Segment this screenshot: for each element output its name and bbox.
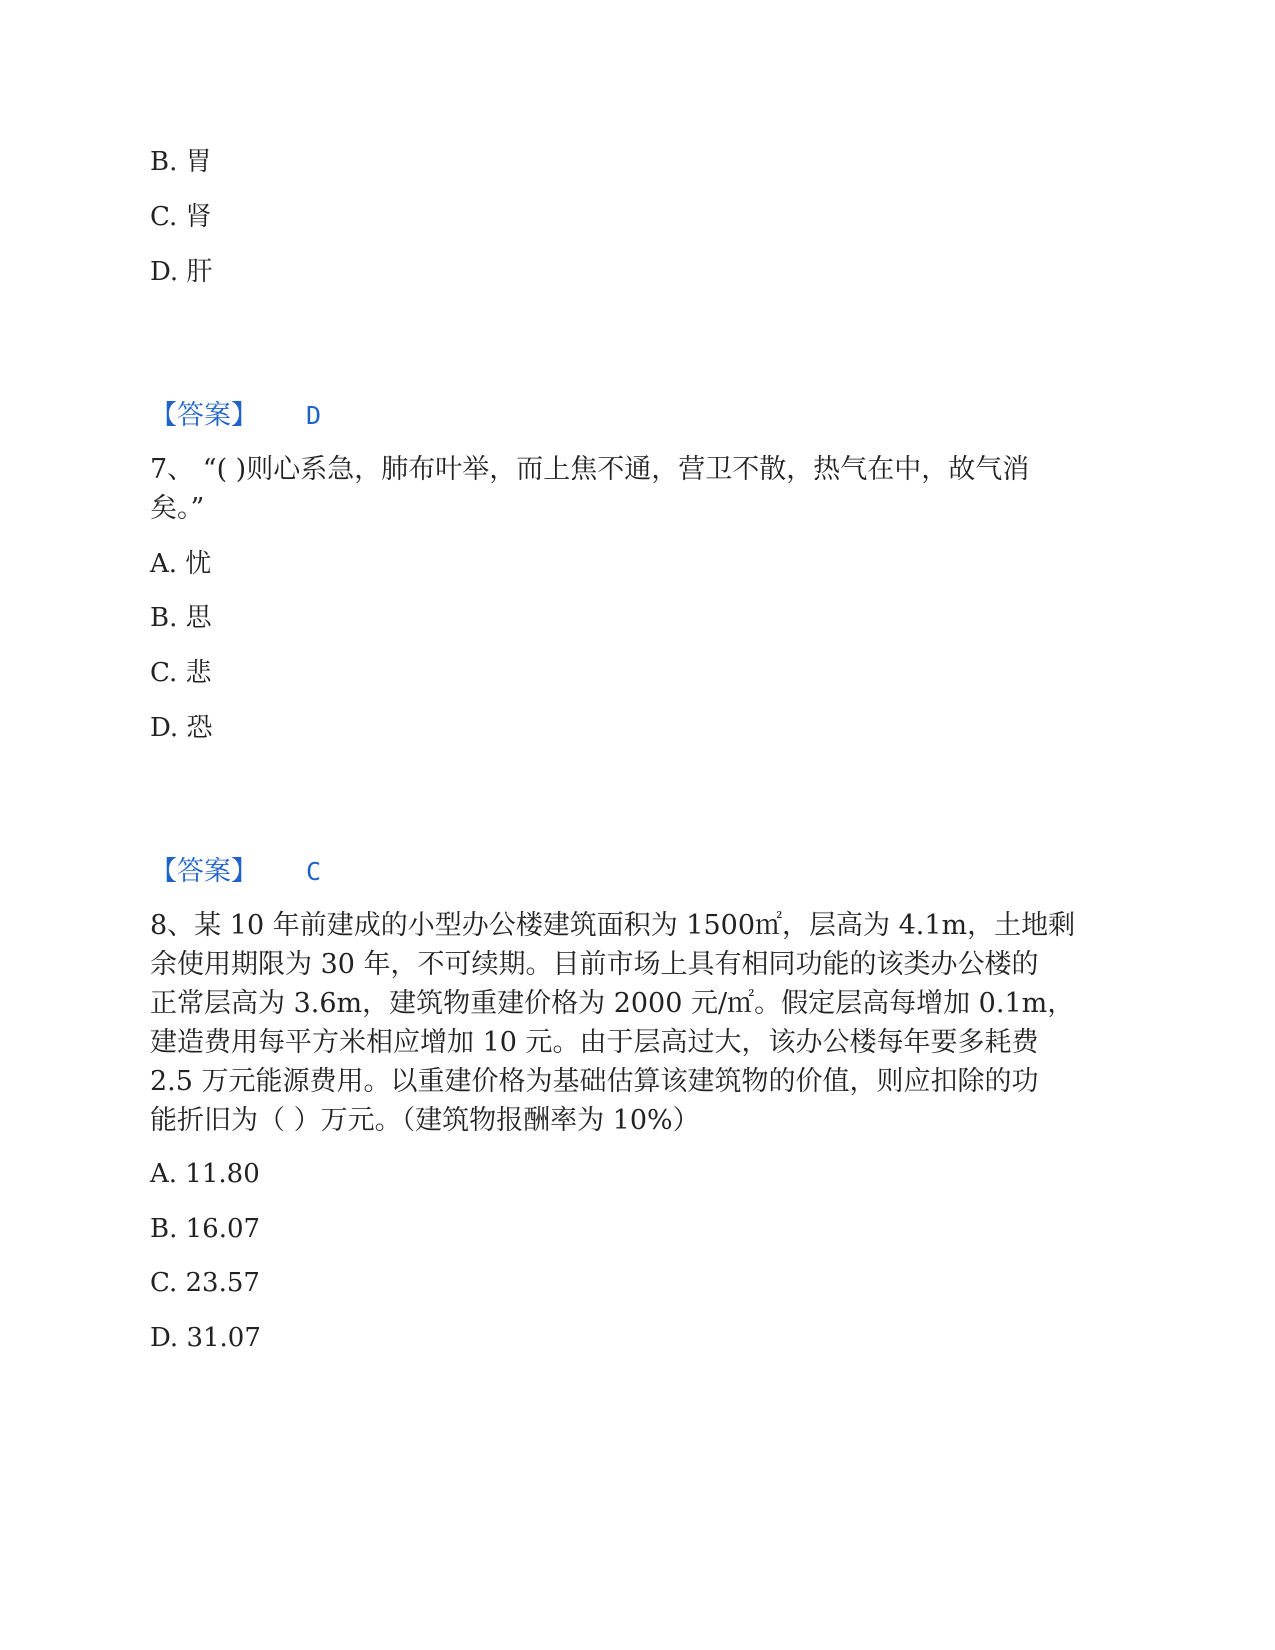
q7-stem-line: 矣。” xyxy=(150,493,205,524)
answer-label: 【答案】 xyxy=(150,400,258,431)
q8-option-b: B. 16.07 xyxy=(150,1214,261,1244)
q8-stem-line: 正常层高为 3.6m，建筑物重建价格为 2000 元/㎡。假定层高每增加 0.1m， xyxy=(150,988,1075,1019)
q8-stem xyxy=(150,906,1110,1140)
q8-stem-line: 8、某 10 年前建成的小型办公楼建筑面积为 1500㎡，层高为 4.1m，土地剩 xyxy=(150,910,1076,941)
q8-stem-line: 能折旧为（ ）万元。（建筑物报酬率为 10%） xyxy=(150,1105,700,1136)
q8-option-a: A. 11.80 xyxy=(150,1159,260,1189)
q8-option-d: D. 31.07 xyxy=(150,1323,261,1353)
q7-option-d: D. 恐 xyxy=(150,713,213,743)
q8-stem-line: 余使用期限为 30 年，不可续期。目前市场上具有相同功能的该类办公楼的 xyxy=(150,949,1039,980)
q8-stem-line: 建造费用每平方米相应增加 10 元。由于层高过大，该办公楼每年要多耗费 xyxy=(150,1027,1039,1058)
answer-label: 【答案】 xyxy=(150,856,258,887)
q8-stem-line: 2.5 万元能源费用。以重建价格为基础估算该建筑物的价值，则应扣除的功 xyxy=(150,1066,1039,1097)
q6-option-d: D. 肝 xyxy=(150,257,213,287)
q6-option-c: C. 肾 xyxy=(150,202,212,232)
q7-option-c: C. 悲 xyxy=(150,658,212,688)
q8-option-c: C. 23.57 xyxy=(150,1268,260,1298)
q7-stem xyxy=(150,450,1110,528)
q7-answer xyxy=(150,856,321,888)
q7-option-a: A. 忧 xyxy=(150,549,212,579)
q6-option-b: B. 胃 xyxy=(150,147,212,177)
q7-option-b: B. 思 xyxy=(150,603,212,633)
answer-value: D xyxy=(306,401,322,430)
answer-value: C xyxy=(306,857,322,886)
q7-stem-line: 7、 “( )则心系急，肺布叶举，而上焦不通，营卫不散，热气在中，故气消 xyxy=(150,454,1030,485)
q6-answer xyxy=(150,400,321,432)
